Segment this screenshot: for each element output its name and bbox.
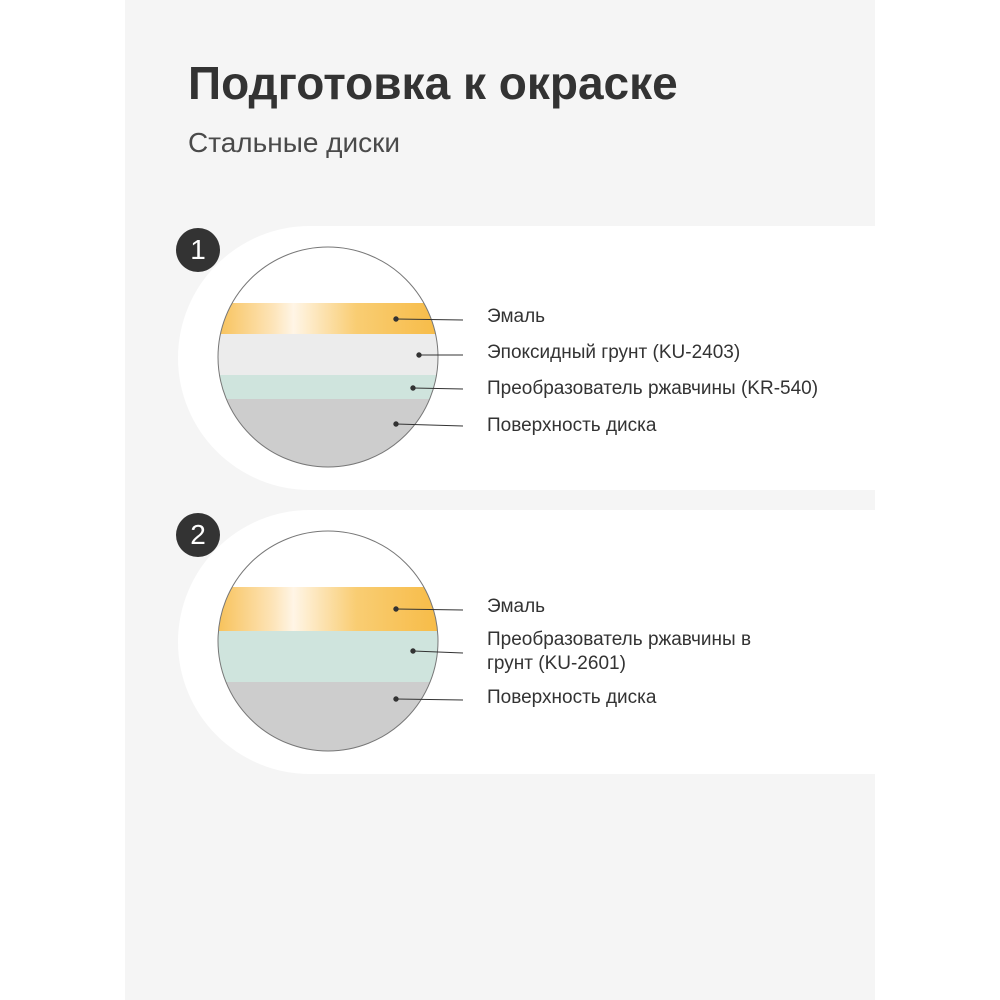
page-title: Подготовка к окраске	[188, 57, 678, 109]
disc-circle-2	[200, 531, 460, 762]
label-disc-surface-2: Поверхность диска	[487, 687, 657, 708]
label-epoxy-primer-1: Эпоксидный грунт (KU-2403)	[487, 342, 741, 363]
label-enamel-1: Эмаль	[487, 306, 546, 327]
step-badge-2: 2	[176, 513, 220, 557]
disc-circle-1	[200, 247, 460, 479]
layer-rust-converter-1	[200, 375, 460, 399]
label-enamel-2: Эмаль	[487, 596, 546, 617]
layer-disc-surface-2	[200, 682, 460, 762]
label-disc-surface-1: Поверхность диска	[487, 415, 657, 436]
label-rust-converter-1: Преобразователь ржавчины (KR-540)	[487, 378, 819, 399]
layer-rust-converter-primer-2	[200, 631, 460, 682]
layer-enamel-1	[200, 303, 460, 334]
label-rust-converter-primer-2: Преобразователь ржавчины в грунт (KU-2601)	[487, 629, 752, 674]
page-subtitle: Стальные диски	[188, 127, 401, 158]
step-badge-1: 1	[176, 228, 220, 272]
